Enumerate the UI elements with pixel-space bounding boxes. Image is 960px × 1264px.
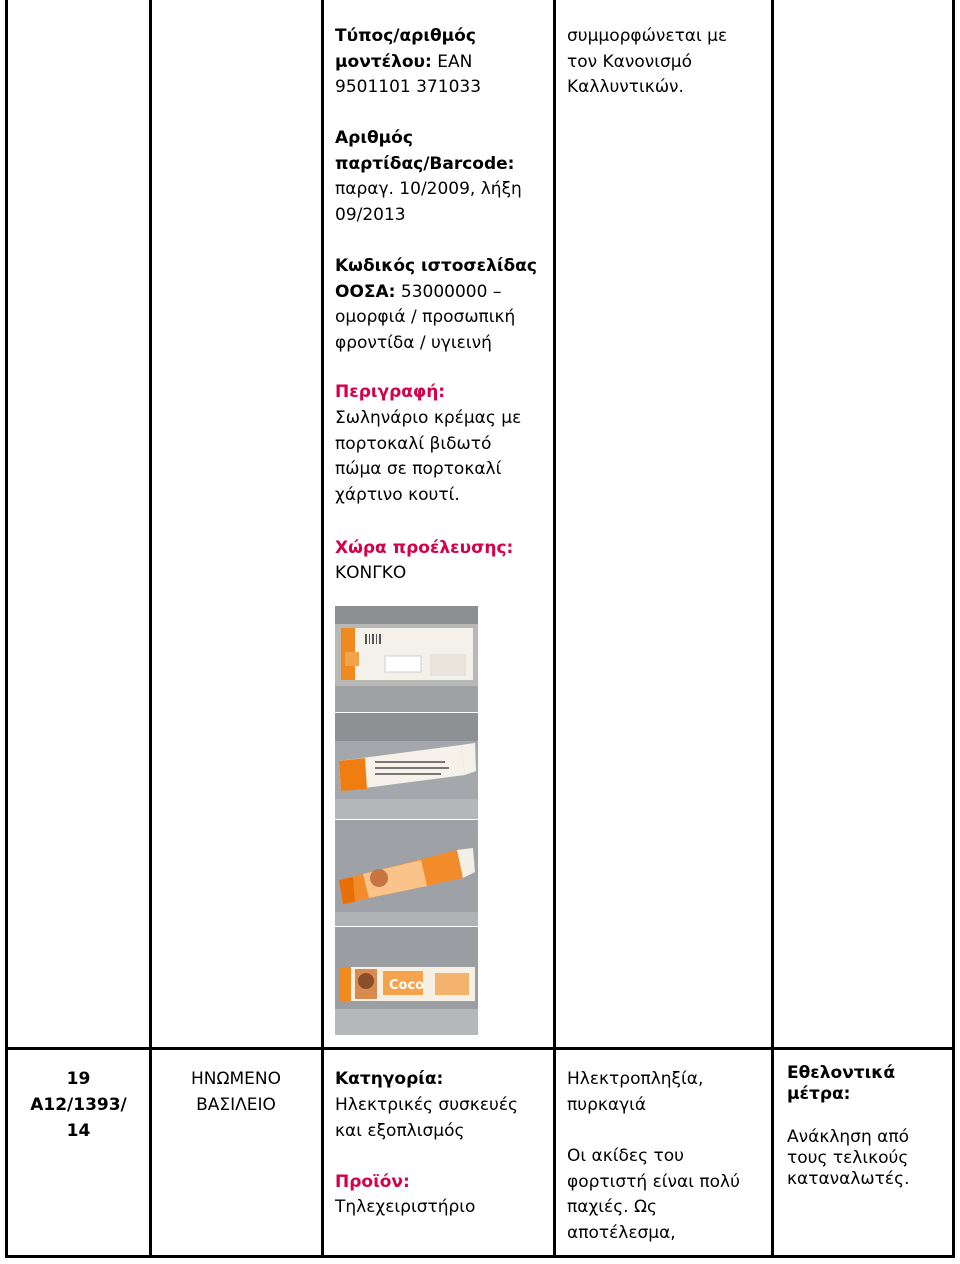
- category-label: Κατηγορία:: [335, 1069, 444, 1089]
- measures-label: Εθελοντικά μέτρα:: [787, 1063, 896, 1104]
- product-label: Προϊόν:: [335, 1172, 410, 1192]
- oosa-block: [335, 254, 545, 356]
- description-value: Σωληνάριο κρέμας με πορτοκαλί βιδωτό πώμα σε πορτοκαλί χάρτινο κουτί.: [335, 408, 522, 505]
- description-label: Περιγραφή:: [335, 382, 446, 402]
- product-value: Τηλεχειριστήριο: [335, 1197, 476, 1217]
- box-top-photo: [335, 606, 478, 712]
- batch-label: Αριθμός παρτίδας/Barcode:: [335, 128, 515, 174]
- category-value: Ηλεκτρικές συσκευές και εξοπλισμός: [335, 1095, 519, 1141]
- column-divider-3: [553, 0, 556, 1258]
- column-divider-1: [149, 0, 152, 1258]
- model-value: EAN 9501101 371033: [335, 51, 482, 97]
- box-front-photo: [335, 927, 478, 1035]
- model-block: [335, 24, 535, 101]
- tube-side-photo: [335, 713, 478, 819]
- notifying-country: ΗΝΩΜΕΝΟ ΒΑΣΙΛΕΙΟ: [191, 1069, 281, 1115]
- risk-type: Ηλεκτροπληξία, πυρκαγιά: [567, 1069, 704, 1115]
- row-divider: [5, 1047, 955, 1050]
- box-brand-text: Coco: [389, 978, 425, 993]
- origin-label: Χώρα προέλευσης:: [335, 538, 514, 558]
- entry-reference: A12/1393/: [30, 1095, 127, 1115]
- compliance-text: συμμορφώνεται με τον Κανονισμό Καλλυντικών.: [567, 26, 728, 97]
- table-border-right: [952, 0, 955, 1258]
- measures-value: Ανάκληση από τους τελικούς καταναλωτές.: [787, 1127, 910, 1189]
- entry-reference-line2: 14: [66, 1121, 91, 1141]
- oosa-value: 53000000 – ομορφιά / προσωπική φροντίδα / υγιεινή: [335, 281, 516, 353]
- model-label: Τύπος/αριθμός μοντέλου:: [335, 26, 476, 72]
- table-border-bottom: [5, 1255, 955, 1258]
- batch-value: παραγ. 10/2009, λήξη 09/2013: [335, 179, 522, 225]
- oosa-label: Κωδικός ιστοσελίδας ΟΟΣΑ:: [335, 256, 537, 302]
- tube-front-photo: [335, 820, 478, 926]
- entry-number: 19: [66, 1069, 91, 1089]
- risk-description: Οι ακίδες του φορτιστή είναι πολύ παχιές. Ως αποτέλεσμα,: [567, 1146, 740, 1243]
- batch-block: [335, 126, 540, 228]
- column-divider-2: [321, 0, 324, 1258]
- column-divider-4: [771, 0, 774, 1258]
- origin-value: ΚΟΝΓΚΟ: [335, 563, 407, 583]
